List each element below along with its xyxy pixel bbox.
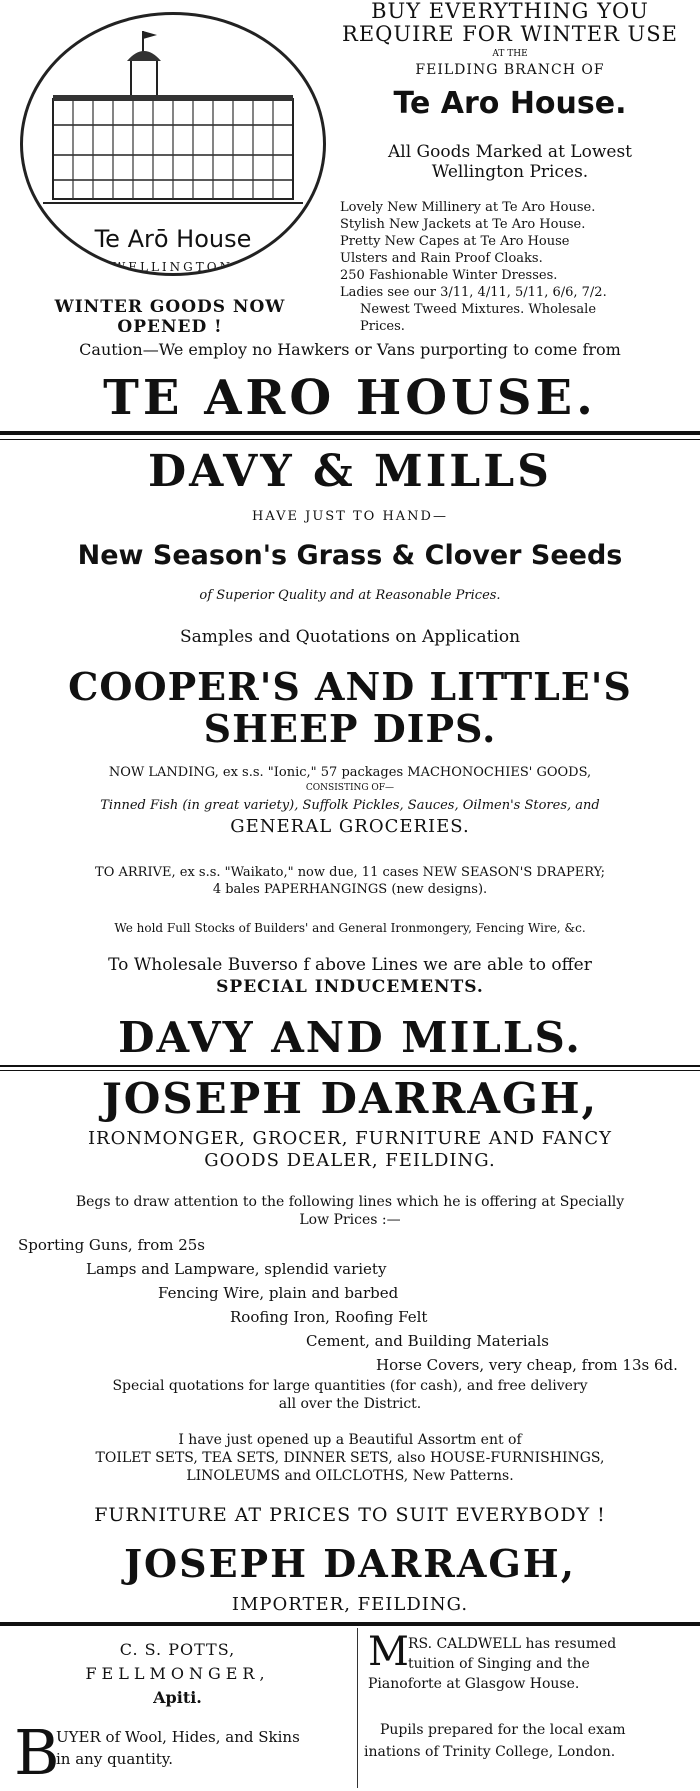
importer: IMPORTER, FEILDING.	[231, 1594, 469, 1615]
begs-2: Low Prices :—	[299, 1212, 401, 1228]
potts-trade: FELLMONGER,	[85, 1664, 270, 1683]
tearo-line-8: Prices.	[360, 319, 405, 334]
caldwell-line-2: tuition of Singing and the	[408, 1656, 590, 1672]
headline-2: REQUIRE FOR WINTER USE	[342, 22, 678, 46]
marked-1: All Goods Marked at Lowest	[388, 142, 632, 162]
stocks: We hold Full Stocks of Builders' and General Ironmongery, Fencing Wire, &c.	[114, 921, 586, 935]
caldwell-line-1: RS. CALDWELL has resumed	[408, 1636, 617, 1652]
tearo-line-3: Pretty New Capes at Te Aro House	[340, 234, 570, 249]
dips-2: SHEEP DIPS.	[203, 706, 497, 751]
drop-cap-b: B	[14, 1716, 60, 1789]
tearo-line-7: Newest Tweed Mixtures. Wholesale	[360, 302, 597, 317]
landing: NOW LANDING, ex s.s. "Ionic," 57 packages MACHONOCHIES' GOODS,	[108, 765, 592, 780]
davy-hand: HAVE JUST TO HAND—	[252, 509, 448, 524]
davy-quality: of Superior Quality and at Reasonable Prices.	[199, 588, 501, 603]
dips-1: COOPER'S AND LITTLE'S	[68, 664, 632, 709]
special-2: all over the District.	[278, 1396, 422, 1412]
list-item: Cement, and Building Materials	[306, 1332, 549, 1350]
davy-sign: DAVY AND MILLS.	[118, 1013, 582, 1062]
trade-1: IRONMONGER, GROCER, FURNITURE AND FANCY	[87, 1128, 613, 1149]
davy-samples: Samples and Quotations on Application	[179, 627, 521, 647]
darragh-sign: JOSEPH DARRAGH,	[124, 1541, 576, 1586]
winter-2: OPENED !	[117, 317, 223, 337]
drop-cap-m: M	[368, 1629, 409, 1675]
at-the: AT THE	[492, 49, 528, 59]
caldwell-line-5: inations of Trinity College, London.	[364, 1744, 616, 1760]
caldwell-line-4: Pupils prepared for the local exam	[380, 1722, 626, 1738]
potts-line-2: in any quantity.	[56, 1750, 174, 1768]
list-item: Lamps and Lampware, splendid variety	[86, 1260, 387, 1278]
lino: LINOLEUMS and OILCLOTHS, New Patterns.	[186, 1468, 514, 1484]
furniture: FURNITURE AT PRICES TO SUIT EVERYBODY !	[94, 1504, 606, 1526]
groceries: GENERAL GROCERIES.	[230, 816, 470, 837]
divider	[0, 1070, 700, 1071]
divider	[0, 439, 700, 440]
tinned: Tinned Fish (in great variety), Suffolk Pickles, Sauces, Oilmen's Stores, and	[100, 798, 600, 813]
tearo-line-5: 250 Fashionable Winter Dresses.	[340, 268, 558, 283]
potts-name: C. S. POTTS,	[119, 1640, 236, 1659]
list-item: Roofing Iron, Roofing Felt	[230, 1308, 428, 1326]
te-aro-house-badge	[20, 12, 326, 276]
special: SPECIAL INDUCEMENTS.	[216, 977, 484, 997]
sets: TOILET SETS, TEA SETS, DINNER SETS, also HOUSE-FURNISHINGS,	[95, 1450, 605, 1466]
tearo-line-6: Ladies see our 3/11, 4/11, 5/11, 6/6, 7/2.	[340, 285, 607, 300]
opened: I have just opened up a Beautiful Assortm ent of	[178, 1432, 522, 1448]
tearo-line-1: Lovely New Millinery at Te Aro House.	[340, 200, 596, 215]
list-item: Sporting Guns, from 25s	[18, 1236, 206, 1254]
marked-2: Wellington Prices.	[431, 162, 589, 182]
building-illustration	[23, 15, 323, 215]
davy-seeds: New Season's Grass & Clover Seeds	[77, 540, 623, 571]
list-item: Horse Covers, very cheap, from 13s 6d.	[376, 1356, 678, 1374]
column-divider	[357, 1628, 358, 1788]
arrive-2: 4 bales PAPERHANGINGS (new designs).	[212, 882, 488, 897]
caution: Caution—We employ no Hawkers or Vans purporting to come from	[79, 340, 621, 359]
store-name: Te Aro House.	[393, 86, 627, 121]
headline-1: BUY EVERYTHING YOU	[371, 0, 649, 23]
davy-title: DAVY & MILLS	[148, 446, 552, 497]
divider	[0, 1622, 700, 1626]
caldwell-line-3: Pianoforte at Glasgow House.	[368, 1676, 580, 1692]
wholesale: To Wholesale Buverso f above Lines we are able to offer	[108, 955, 592, 975]
special-1: Special quotations for large quantities (for cash), and free delivery	[112, 1378, 588, 1394]
tearo-line-4: Ulsters and Rain Proof Cloaks.	[340, 251, 543, 266]
darragh-title: JOSEPH DARRAGH,	[101, 1074, 599, 1123]
badge-city: WELLINGTON	[112, 260, 234, 274]
tearo-line-2: Stylish New Jackets at Te Aro House.	[340, 217, 586, 232]
branch: FEILDING BRANCH OF	[415, 62, 605, 78]
divider	[0, 431, 700, 435]
list-item: Fencing Wire, plain and barbed	[158, 1284, 399, 1302]
potts-line-1: UYER of Wool, Hides, and Skins	[56, 1728, 300, 1746]
te-aro-big: TE ARO HOUSE.	[103, 370, 597, 426]
potts-place: Apiti.	[153, 1688, 202, 1707]
arrive-1: TO ARRIVE, ex s.s. "Waikato," now due, 11 cases NEW SEASON'S DRAPERY;	[95, 865, 605, 880]
badge-name: Te Arō House	[94, 225, 252, 253]
winter-1: WINTER GOODS NOW	[54, 297, 286, 317]
begs-1: Begs to draw attention to the following lines which he is offering at Specially	[75, 1194, 625, 1210]
trade-2: GOODS DEALER, FEILDING.	[204, 1150, 496, 1171]
consisting: CONSISTING OF—	[305, 783, 395, 793]
divider	[0, 1065, 700, 1067]
